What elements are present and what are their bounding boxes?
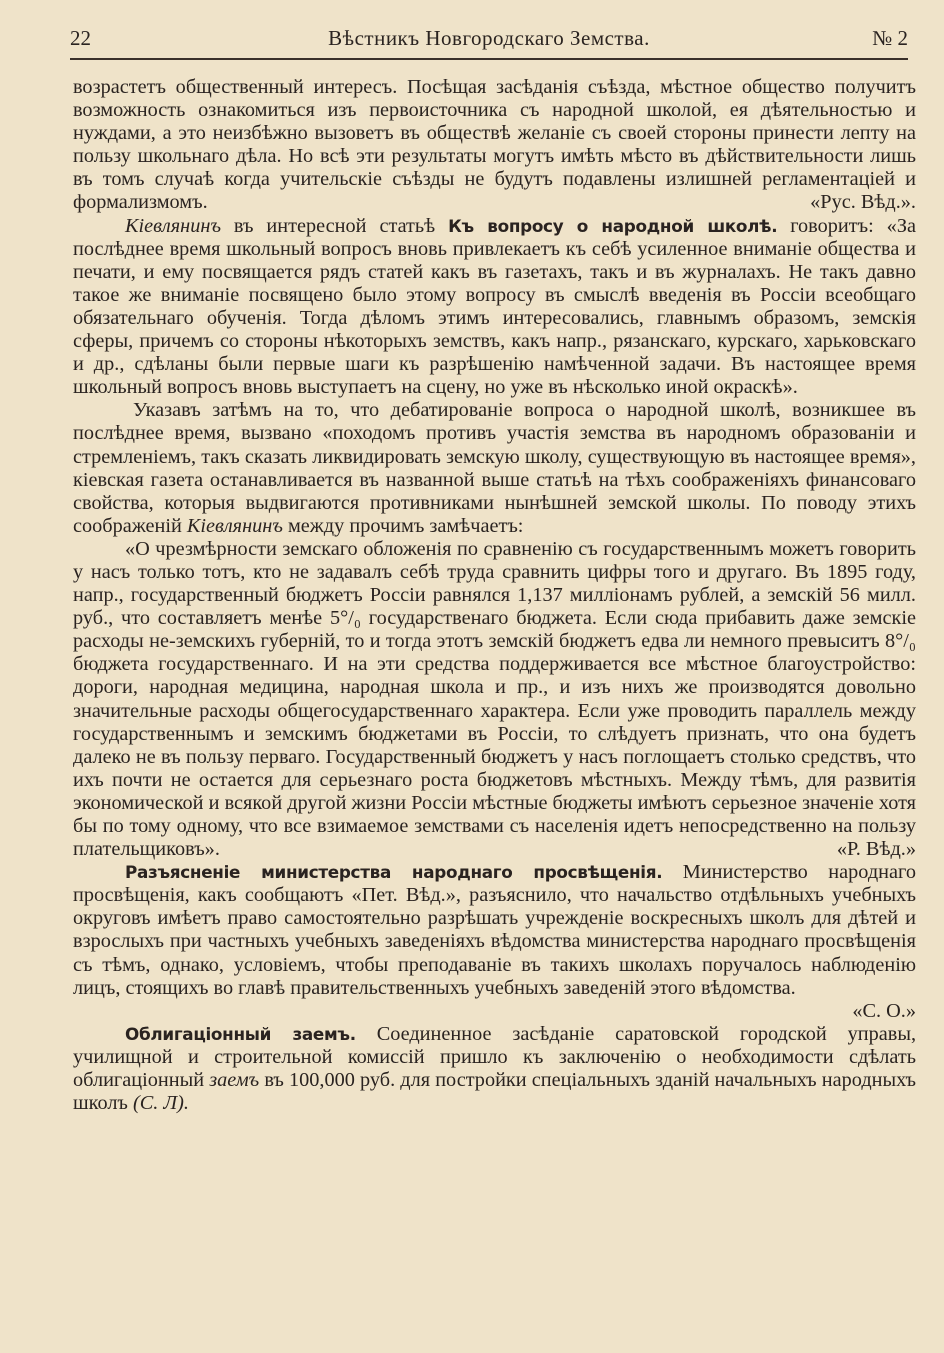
journal-title: Вѣстникъ Новгородскаго Земства. <box>328 26 650 50</box>
paragraph-3 <box>73 399 916 538</box>
section-heading: Разъясненіе министерства народнаго просвѣщенія. <box>125 862 663 883</box>
source-signature: «Р. Вѣд.» <box>836 838 916 861</box>
quoted-text: «О чрезмѣрности земскаго обложенія по сравненію съ государственнымъ можетъ говорить у насъ только тотъ, кто не задавалъ себѣ труда сравнить цифры того и другаго. Въ 1895 году, напр., государственный бюджетъ Россіи равнялся 1,137 милліонамъ рублей, а земскій 56 милл. руб., что составляетъ менѣе 5°/₀ государственаго бюджета. Если сюда прибавить даже земскіе расходы не-земскихъ губерній, то и тогда этотъ земскій бюджетъ едва ли немного превыситъ 8°/₀ бюджета государственнаго. И на эти средства поддерживается все мѣстное благоустройство: дороги, народная медицина, народная школа и пр., и изъ нихъ же производятся довольно значительные расходы общегосударственнаго характера. Если уже проводить параллель между государственнымъ и земскимъ бюджетами въ Россіи, то слѣдуетъ признать, что она будетъ далеко не въ пользу перваго. Государственный бюджетъ у насъ поглощаетъ столько средствъ, что ихъ почти не остается для серьезнаго роста бюджетовъ мѣстныхъ. Между тѣмъ, для развитія экономической и всякой другой жизни Россіи мѣстные бюджеты имѣютъ серьезное значеніе хотя бы по тому одному, что все взимаемое земствами съ населенія идетъ непосредственно на пользу плательщиковъ». <box>73 537 916 861</box>
newspaper-name: Кіевлянинъ <box>186 514 283 537</box>
source-signature: «С. О.» <box>852 999 916 1022</box>
article-body <box>73 76 916 1115</box>
paragraph-text: говоритъ: «За послѣднее время школьный вопросъ вновь привлекаетъ къ себѣ усиленное вниманіе общества и печати, и ему посвящается рядъ статей какъ въ газетахъ, такъ и въ журналахъ. Не такъ давно такое же вниманіе посвящено было этому вопросу въ смыслѣ введенія въ Россіи всеобщаго обязательнаго обученія. Тогда дѣломъ этимъ интересовались, главнымъ образомъ, земскія сферы, причемъ со стороны нѣкоторыхъ земствъ, какъ напр., рязанскаго, курскаго, харьковскаго и др., сдѣланы были первые шаги къ разрѣшенію намѣченной задачи. Въ настоящее время школьный вопросъ вновь выступаетъ на сцену, но уже въ нѣсколько иной окраскѣ». <box>73 214 916 399</box>
source-signature: «Рус. Вѣд.». <box>810 191 916 214</box>
article-heading: Къ вопросу о народной школѣ. <box>448 215 778 236</box>
paragraph-4 <box>73 538 916 861</box>
emphasized-word: заемъ <box>209 1069 260 1092</box>
section-heading: Облигаціонный заемъ. <box>125 1023 356 1044</box>
paragraph-text: въ 100,000 руб. для постройки спеціальныхъ зданій начальныхъ народныхъ школъ <box>73 1069 916 1115</box>
paragraph-text: Соединенное засѣданіе саратовской городской управы, училищной и строительной комиссій пришло къ заключенію о необходимости сдѣлать облигаціонный <box>73 1022 917 1092</box>
paragraph-text: возрастетъ общественный интересъ. Посѣщая засѣданія съѣзда, мѣстное общество получитъ возможность ознакомиться изъ первоисточника съ народной школой, ея дѣятельностью и нуждами, а это неизбѣжно вызоветъ въ обществѣ желаніе съ своей стороны принести лепту на пользу школьнаго дѣла. Но всѣ эти результаты могутъ имѣть мѣсто въ дѣйствительности лишь въ томъ случаѣ когда учительскіе съѣзды не будутъ подавлены излишней регламентаціей и формализмомъ. <box>73 76 916 214</box>
paragraph-text: въ интересной статьѣ <box>220 214 449 237</box>
paragraph-6 <box>73 1023 916 1115</box>
source-signature: (С. Л). <box>133 1092 189 1115</box>
paragraph-text: Министерство народнаго просвѣщенія, какъ сообщаютъ «Пет. Вѣд.», разъяснило, что начальство отдѣльныхъ учебныхъ округовъ имѣетъ право самостоятельно разрѣшать учрежденіе воскресныхъ школъ для дѣтей и взрослыхъ при частныхъ учебныхъ заведеніяхъ вѣдомства министерства народнаго просвѣщенія съ тѣмъ, однако, условіемъ, чтобы преподаваніе въ такихъ школахъ поручалось наблюденію лицъ, стоящихъ во главѣ правительственныхъ учебныхъ заведеній этого вѣдомства. <box>73 861 916 999</box>
page-number: 22 <box>70 26 91 50</box>
paragraph-2 <box>73 215 916 400</box>
paragraph-text: между прочимъ замѣчаетъ: <box>282 514 524 537</box>
paragraph-5 <box>73 861 916 1023</box>
page-header <box>70 26 908 60</box>
paragraph-1 <box>73 76 916 215</box>
issue-number: № 2 <box>872 26 908 50</box>
newspaper-name: Кіевлянинъ <box>125 214 221 237</box>
paragraph-text: Указавъ затѣмъ на то, что дебатированіе вопроса о народной школѣ, возникшее въ послѣднее время, вызвано «походомъ противъ участія земства въ народномъ образованіи и стремленіемъ, такъ сказать ликвидировать земскую школу, существующую въ настоящее время», кіевская газета останавливается въ названной выше статьѣ на тѣхъ соображеніяхъ финансоваго свойства, которыя выдвигаются противниками нынѣшней земской школы. По поводу этихъ соображеній <box>73 399 916 537</box>
